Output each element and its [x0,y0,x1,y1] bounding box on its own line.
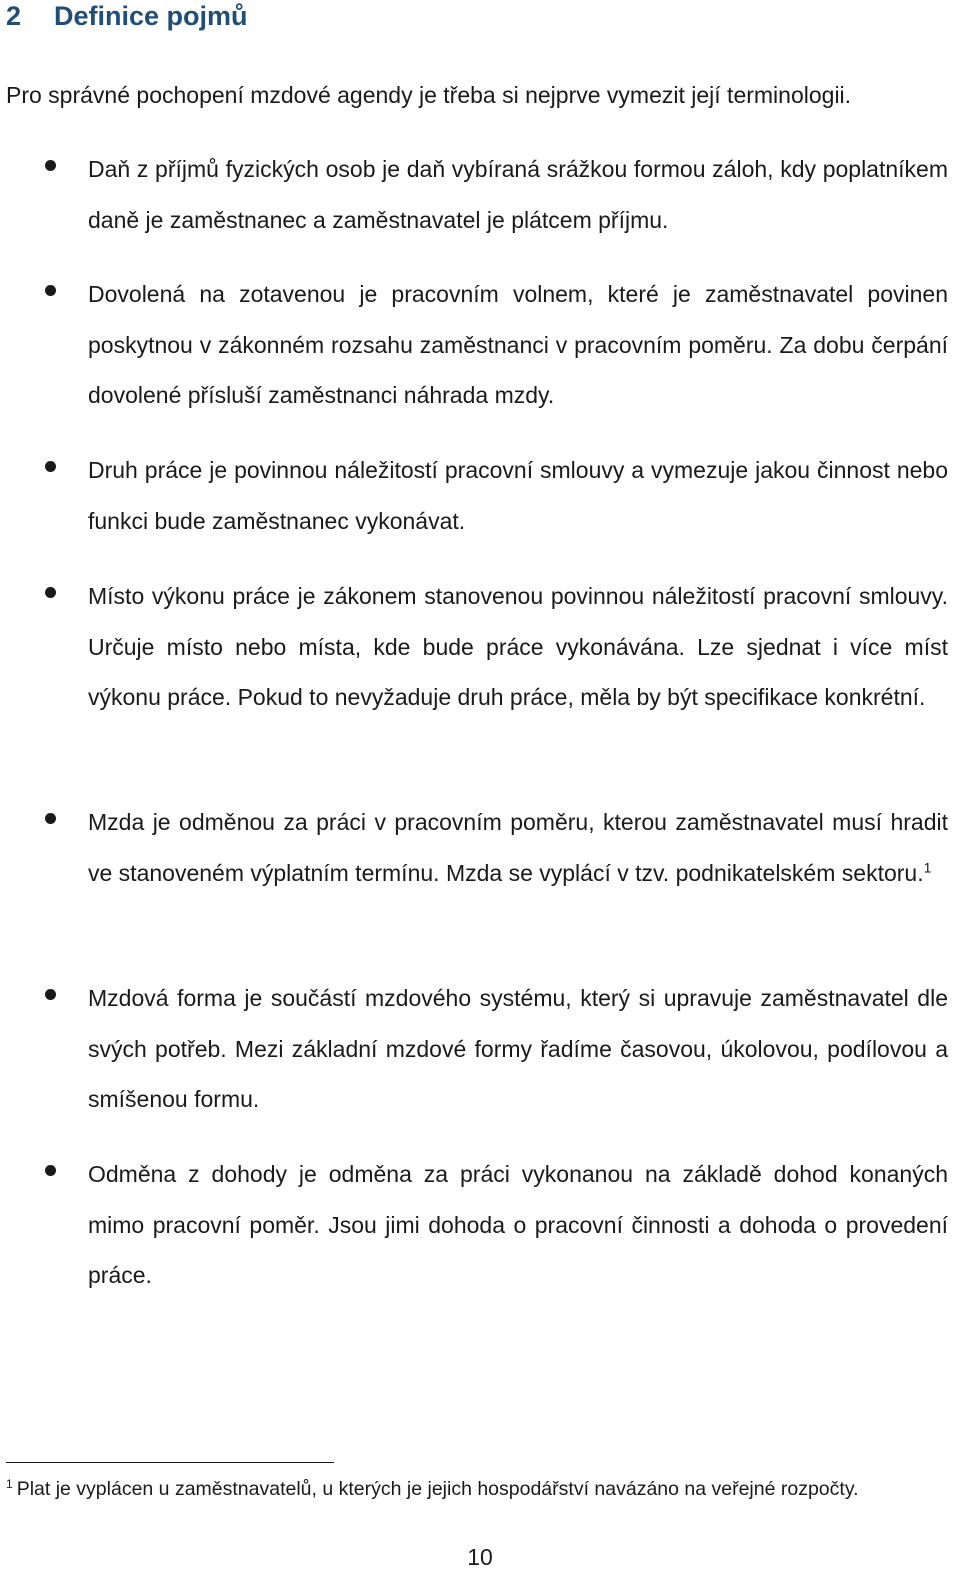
section-title: Definice pojmů [54,1,248,31]
bullet-icon [45,813,56,824]
section-heading [6,0,248,36]
bullet-icon [45,989,56,1000]
footnote-text: Plat je vyplácen u zaměstnavatelů, u kterých je jejich hospodářství navázáno na veřejné rozpočty. [16,1478,859,1500]
intro-paragraph: Pro správné pochopení mzdové agendy je třeba si nejprve vymezit její terminologii. [6,82,852,108]
footnote [6,1474,859,1504]
bullet-icon [45,1165,56,1176]
footnote-reference[interactable]: 1 [923,858,932,875]
bullet-icon [45,461,56,472]
section-number: 2 [6,1,22,31]
footnote-mark: 1 [6,1476,13,1491]
list-item-text: Druh práce je povinnou náležitostí pracovní smlouvy a vymezuje jakou činnost nebo funkci bude zaměstnanec vykonávat. [88,457,948,534]
list-item-text: Místo výkonu práce je zákonem stanovenou povinnou náležitostí pracovní smlouvy. Určuje místo nebo místa, kde bude práce vykonávána. Lze sjednat i více míst výkonu práce. Pokud to nevyžaduje druh práce, měla by být specifikace konkrétní. [88,583,948,710]
list-item-text: Odměna z dohody je odměna za práci vykonanou na základě dohod konaných mimo pracovní poměr. Jsou jimi dohoda o pracovní činnosti a dohoda o provedení práce. [88,1161,948,1288]
list-item-body: Mzda je odměnou za práci v pracovním poměru, kterou zaměstnavatel musí hradit ve stanoveném výplatním termínu. Mzda se vyplácí v tzv. podnikatelském sektoru. [88,809,948,886]
footnote-separator [6,1462,334,1463]
list-item-text: Daň z příjmů fyzických osob je daň vybíraná srážkou formou záloh, kdy poplatníkem daně je zaměstnanec a zaměstnavatel je plátcem příjmu. [88,156,948,233]
bullet-icon [45,285,56,296]
list-item-text: Mzdová forma je součástí mzdového systému, který si upravuje zaměstnavatel dle svých potřeb. Mezi základní mzdové formy řadíme časovou, úkolovou, podílovou a smíšenou formu. [88,985,948,1112]
list-item-text [88,797,948,898]
page-number: 10 [467,1544,493,1570]
list-item-text: Dovolená na zotavenou je pracovním volnem, které je zaměstnavatel povinen poskytnou v zákonném rozsahu zaměstnanci v pracovním poměru. Za dobu čerpání dovolené přísluší zaměstnanci náhrada mzdy. [88,281,948,408]
bullet-icon [45,160,56,171]
bullet-icon [45,587,56,598]
